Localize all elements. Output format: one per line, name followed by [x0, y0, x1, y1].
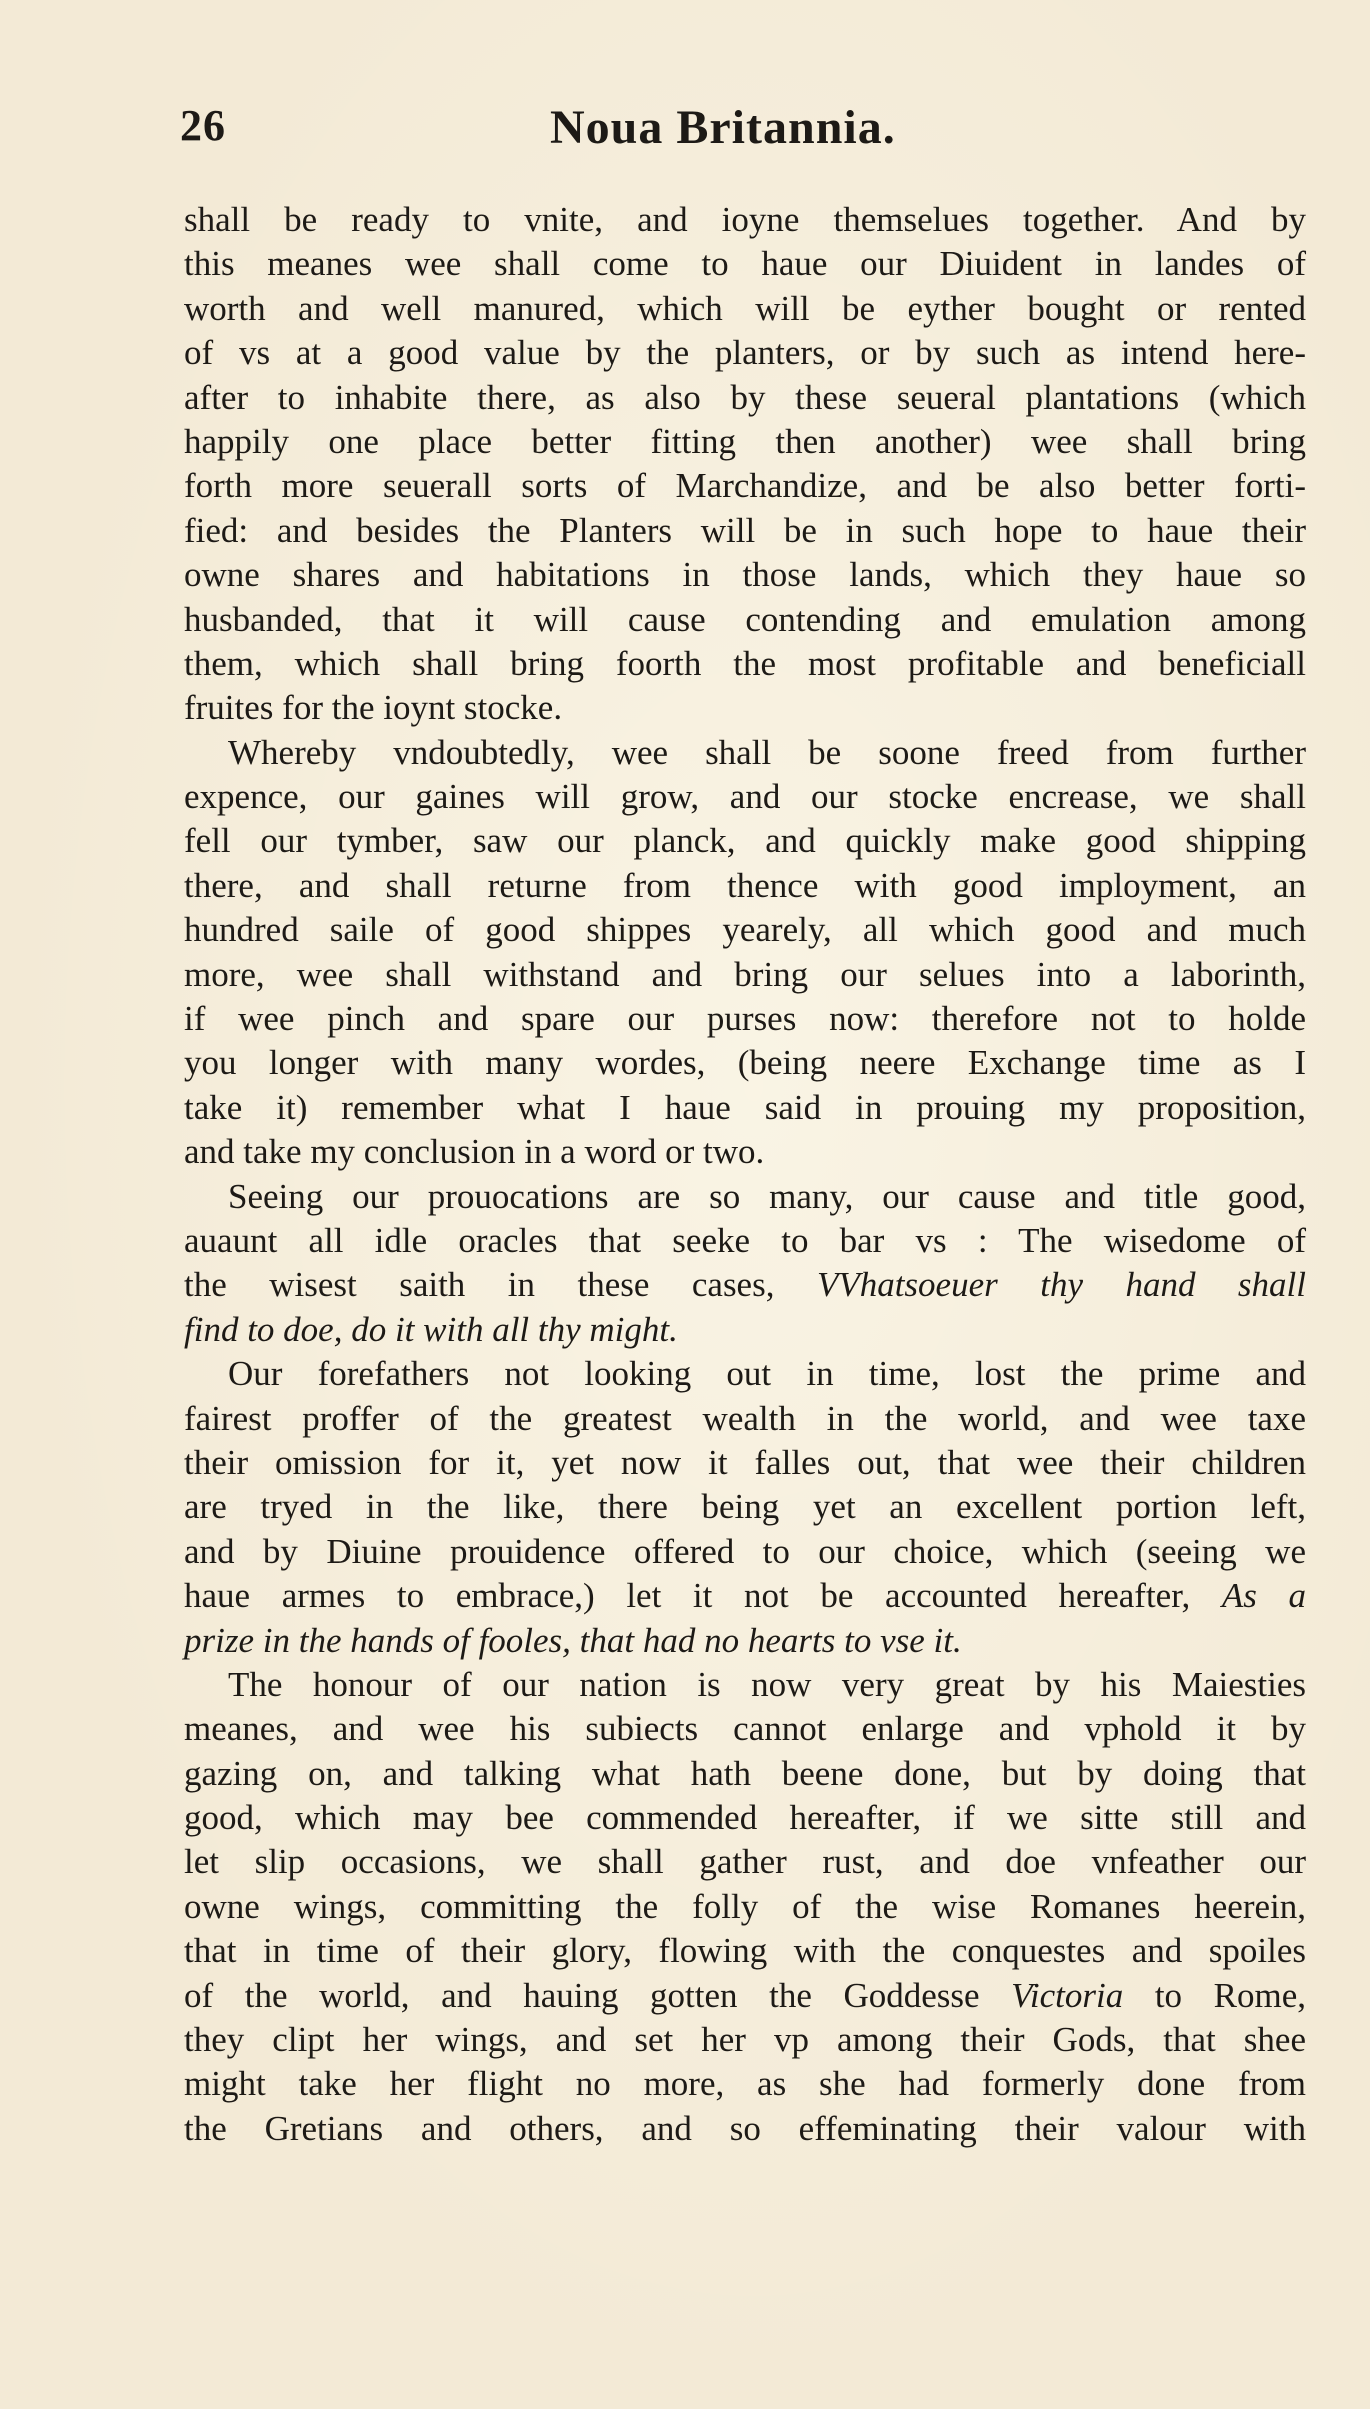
text-line — [184, 509, 1306, 553]
text-line — [184, 553, 1306, 597]
text-line — [184, 1663, 1306, 1707]
text-line — [184, 287, 1306, 331]
text-segment: if wee pinch and spare our purses now: therefore not to holde — [184, 999, 1306, 1039]
text-line — [184, 1929, 1306, 1973]
italic-text-segment: find to doe, do it with all thy might. — [184, 1309, 678, 1349]
text-segment: they clipt her wings, and set her vp among their Gods, that shee — [184, 2020, 1306, 2060]
page-header — [180, 100, 1180, 170]
text-line — [184, 1619, 1306, 1663]
text-segment: after to inhabite there, as also by these seueral plantations (which — [184, 377, 1306, 417]
text-segment: happily one place better fitting then another) wee shall bring — [184, 421, 1306, 461]
text-line — [184, 1974, 1306, 2018]
text-segment: husbanded, that it will cause contending and emulation among — [184, 599, 1306, 639]
text-line — [184, 1530, 1306, 1574]
italic-text-segment: VVhatsoeuer thy hand shall — [816, 1265, 1306, 1305]
text-line — [184, 686, 1306, 730]
text-line — [184, 464, 1306, 508]
text-line — [184, 908, 1306, 952]
text-line — [184, 1707, 1306, 1751]
text-segment: fied: and besides the Planters will be in such hope to haue their — [184, 510, 1306, 550]
text-line — [184, 1885, 1306, 1929]
text-segment: The honour of our nation is now very great by his Maiesties — [228, 1664, 1306, 1704]
text-line — [184, 420, 1306, 464]
text-line — [184, 376, 1306, 420]
text-line — [184, 642, 1306, 686]
text-segment: there, and shall returne from thence with good imployment, an — [184, 865, 1306, 905]
text-line — [184, 953, 1306, 997]
text-segment: fruites for the ioynt stocke. — [184, 688, 563, 728]
text-segment: hundred saile of good shippes yearely, all which good and much — [184, 910, 1306, 950]
text-segment: Our forefathers not looking out in time, lost the prime and — [228, 1354, 1306, 1394]
text-segment: expence, our gaines will grow, and our stocke encrease, we shall — [184, 777, 1306, 817]
text-segment: fairest proffer of the greatest wealth in the world, and wee taxe — [184, 1398, 1306, 1438]
text-segment: more, wee shall withstand and bring our selues into a laborinth, — [184, 954, 1306, 994]
text-segment: gazing on, and talking what hath beene done, but by doing that — [184, 1753, 1306, 1793]
text-segment: of vs at a good value by the planters, or by such as intend here- — [184, 333, 1306, 373]
text-line — [184, 331, 1306, 375]
text-segment: this meanes wee shall come to haue our Diuident in landes of — [184, 244, 1306, 284]
text-segment: good, which may bee commended hereafter, if we sitte still and — [184, 1798, 1306, 1838]
text-line — [184, 198, 1306, 242]
text-line — [184, 1308, 1306, 1352]
italic-text-segment: As a — [1221, 1576, 1306, 1616]
text-segment: take it) remember what I haue said in prouing my proposition, — [184, 1087, 1306, 1127]
text-segment: auaunt all idle oracles that seeke to bar vs : The wisedome of — [184, 1220, 1306, 1260]
text-segment: them, which shall bring foorth the most profitable and beneficiall — [184, 643, 1306, 683]
text-line — [184, 1086, 1306, 1130]
text-line — [184, 1041, 1306, 1085]
text-line — [184, 1130, 1306, 1174]
text-segment: that in time of their glory, flowing with the conquestes and spoiles — [184, 1931, 1306, 1971]
text-line — [184, 1840, 1306, 1884]
text-segment: are tryed in the like, there being yet an excellent portion left, — [184, 1487, 1306, 1527]
page-number: 26 — [180, 101, 226, 150]
text-segment: meanes, and wee his subiects cannot enlarge and vphold it by — [184, 1709, 1306, 1749]
text-line — [184, 819, 1306, 863]
text-segment: shall be ready to vnite, and ioyne themselues together. And by — [184, 200, 1306, 239]
text-segment: fell our tymber, saw our planck, and quickly make good shipping — [184, 821, 1306, 861]
text-line — [184, 1752, 1306, 1796]
text-segment: worth and well manured, which will be eyther bought or rented — [184, 288, 1306, 328]
text-segment: you longer with many wordes, (being neere Exchange time as I — [184, 1043, 1306, 1083]
text-line — [184, 1352, 1306, 1396]
text-line — [184, 1397, 1306, 1441]
text-line — [184, 1574, 1306, 1618]
text-segment: the wisest saith in these cases, — [184, 1265, 817, 1305]
text-segment: Seeing our prouocations are so many, our cause and title good, — [228, 1176, 1306, 1216]
running-title: Noua Britannia. — [550, 101, 896, 154]
text-segment: forth more seuerall sorts of Marchandize, and be also better forti- — [184, 466, 1306, 506]
text-line — [184, 1175, 1306, 1219]
text-segment: to Rome, — [1123, 1975, 1306, 2015]
text-line — [184, 775, 1306, 819]
text-line — [184, 242, 1306, 286]
text-segment: might take her flight no more, as she had formerly done from — [184, 2064, 1306, 2104]
italic-text-segment: Victoria — [1011, 1975, 1124, 2015]
text-line — [184, 1441, 1306, 1485]
text-segment: haue armes to embrace,) let it not be accounted hereafter, — [184, 1576, 1222, 1616]
text-segment: Whereby vndoubtedly, wee shall be soone freed from further — [228, 732, 1306, 772]
text-line — [184, 2062, 1306, 2106]
text-line — [184, 2107, 1306, 2151]
text-line — [184, 598, 1306, 642]
text-line — [184, 2018, 1306, 2062]
text-line — [184, 1796, 1306, 1840]
text-segment: the Gretians and others, and so effeminating their valour with — [184, 2108, 1306, 2148]
text-segment: and take my conclusion in a word or two. — [184, 1132, 765, 1172]
text-segment: of the world, and hauing gotten the Goddesse — [184, 1975, 1012, 2015]
text-segment: let slip occasions, we shall gather rust, and doe vnfeather our — [184, 1842, 1306, 1882]
text-line — [184, 1263, 1306, 1307]
text-segment: and by Diuine prouidence offered to our choice, which (seeing we — [184, 1531, 1306, 1571]
text-line — [184, 864, 1306, 908]
text-line — [184, 1219, 1306, 1263]
text-line — [184, 1485, 1306, 1529]
body-text — [184, 198, 1306, 2151]
text-line — [184, 997, 1306, 1041]
text-segment: their omission for it, yet now it falles out, that wee their children — [184, 1442, 1306, 1482]
text-segment: owne wings, committing the folly of the wise Romanes heerein, — [184, 1886, 1306, 1926]
text-segment: owne shares and habitations in those lands, which they haue so — [184, 555, 1306, 595]
text-line — [184, 731, 1306, 775]
italic-text-segment: prize in the hands of fooles, that had no hearts to vse it. — [184, 1620, 962, 1660]
